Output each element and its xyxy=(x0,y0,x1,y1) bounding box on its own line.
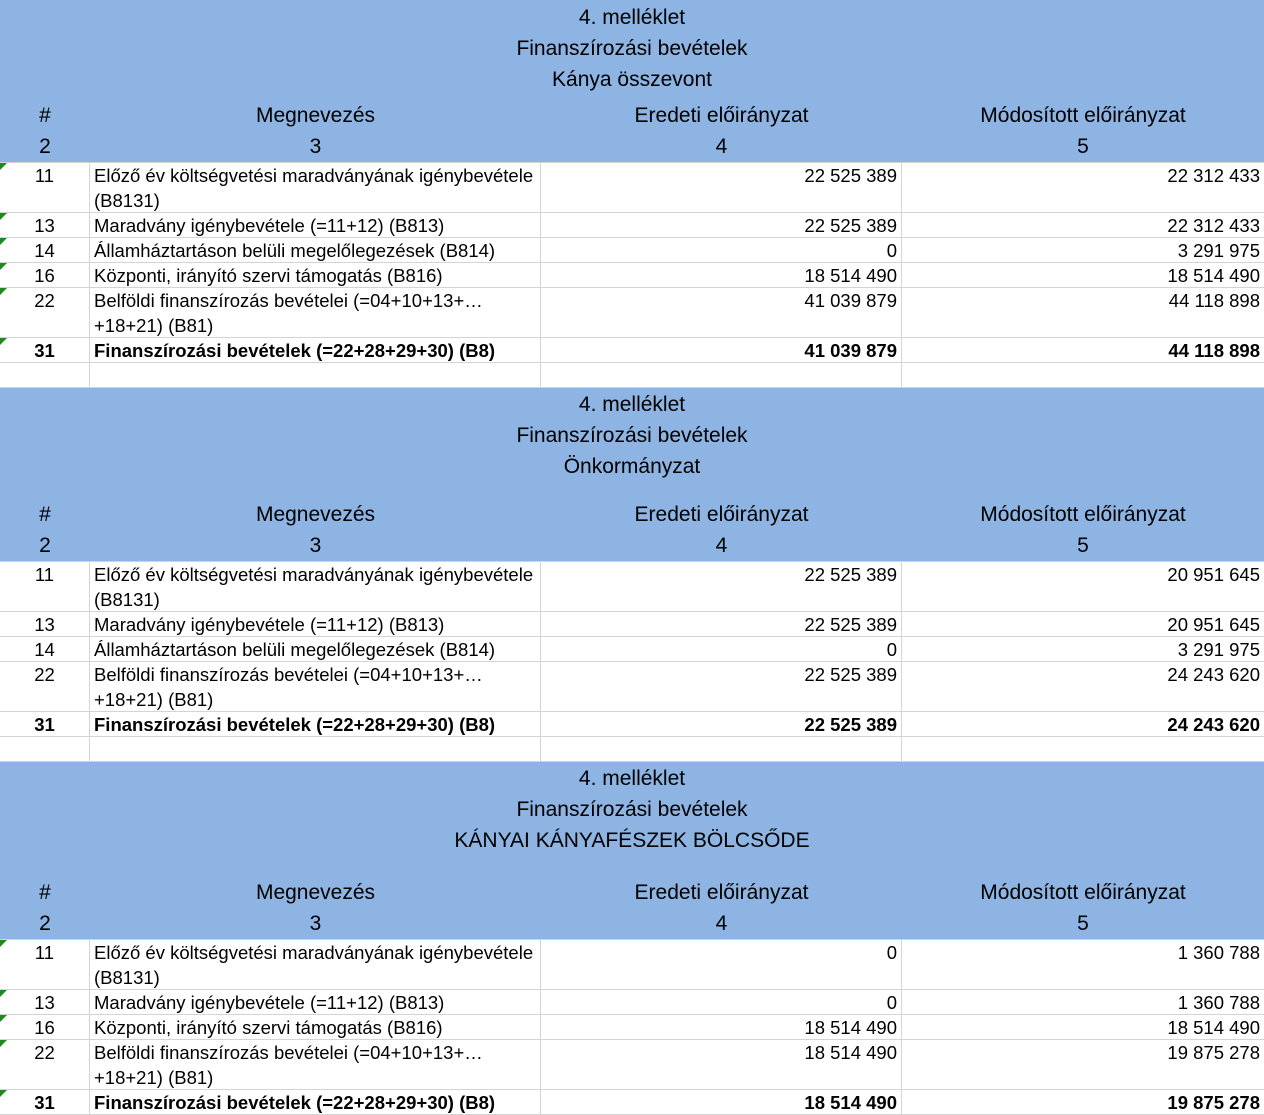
table-row[interactable] xyxy=(0,263,1264,288)
table-row[interactable] xyxy=(0,288,1264,338)
col-original: Eredeti előirányzat xyxy=(634,503,809,526)
row-number: 13 xyxy=(0,990,90,1014)
row-name: Központi, irányító szervi támogatás (B816) xyxy=(90,263,541,287)
col-modified: Módosított előirányzat xyxy=(980,881,1186,904)
row-number: 22 xyxy=(0,288,90,337)
col-num: 4 xyxy=(715,534,728,557)
entity-title: Önkormányzat xyxy=(563,455,701,478)
col-num: 4 xyxy=(715,135,728,158)
table-row[interactable] xyxy=(0,1015,1264,1040)
empty-row xyxy=(0,737,1264,762)
empty-row xyxy=(0,363,1264,388)
column-numbers xyxy=(0,908,1264,939)
col-num: 4 xyxy=(715,912,728,935)
table-row[interactable] xyxy=(0,612,1264,637)
row-name: Előző év költségvetési maradványának igénybevétele (B8131) xyxy=(90,163,541,212)
table-row[interactable] xyxy=(0,1090,1264,1115)
row-modified: 19 875 278 xyxy=(1167,1092,1260,1113)
col-num: 2 xyxy=(39,912,51,935)
row-original: 22 525 389 xyxy=(541,712,902,736)
row-modified: 22 312 433 xyxy=(1167,165,1260,186)
section-header xyxy=(0,762,1264,940)
row-original: 0 xyxy=(541,238,902,262)
error-indicator-icon xyxy=(0,238,7,245)
col-modified: Módosított előirányzat xyxy=(980,104,1186,127)
row-modified: 1 360 788 xyxy=(1177,942,1260,963)
col-num: 3 xyxy=(309,912,322,935)
error-indicator-icon xyxy=(0,288,7,295)
col-num: 5 xyxy=(1077,534,1089,557)
row-original: 22 525 389 xyxy=(541,163,902,212)
table-row[interactable] xyxy=(0,990,1264,1015)
row-name: Államháztartáson belüli megelőlegezések (B814) xyxy=(90,238,541,262)
error-indicator-icon xyxy=(0,213,7,220)
row-original: 0 xyxy=(541,990,902,1014)
error-indicator-icon xyxy=(0,1040,7,1047)
table-row[interactable] xyxy=(0,940,1264,990)
row-modified: 1 360 788 xyxy=(1177,992,1260,1013)
row-name: Maradvány igénybevétele (=11+12) (B813) xyxy=(90,990,541,1014)
row-original: 18 514 490 xyxy=(541,1090,902,1114)
row-modified: 44 118 898 xyxy=(1168,290,1260,311)
row-number: 11 xyxy=(0,940,90,989)
col-num: 2 xyxy=(39,135,51,158)
row-name: Finanszírozási bevételek (=22+28+29+30) (B8) xyxy=(90,338,541,362)
table-title: Finanszírozási bevételek xyxy=(516,424,748,447)
row-number: 16 xyxy=(0,1015,90,1039)
col-modified: Módosított előirányzat xyxy=(980,503,1186,526)
table-row[interactable] xyxy=(0,662,1264,712)
col-num: 3 xyxy=(309,135,322,158)
col-num: 3 xyxy=(309,534,322,557)
annex-title: 4. melléklet xyxy=(578,6,686,29)
error-indicator-icon xyxy=(0,338,7,345)
row-modified: 3 291 975 xyxy=(1177,240,1260,261)
section-header xyxy=(0,388,1264,562)
error-indicator-icon xyxy=(0,940,7,947)
row-number: 13 xyxy=(0,213,90,237)
row-number: 22 xyxy=(0,1040,90,1089)
error-indicator-icon xyxy=(0,1090,7,1097)
row-number: 11 xyxy=(0,562,90,611)
row-modified: 20 951 645 xyxy=(1167,614,1260,635)
row-name: Maradvány igénybevétele (=11+12) (B813) xyxy=(90,213,541,237)
row-original: 0 xyxy=(541,637,902,661)
row-original: 22 525 389 xyxy=(541,213,902,237)
row-modified: 18 514 490 xyxy=(1167,265,1260,286)
table-row[interactable] xyxy=(0,637,1264,662)
row-original: 22 525 389 xyxy=(541,612,902,636)
row-modified: 20 951 645 xyxy=(1167,564,1260,585)
row-name: Előző év költségvetési maradványának igénybevétele (B8131) xyxy=(90,562,541,611)
row-original: 41 039 879 xyxy=(541,288,902,337)
row-modified: 18 514 490 xyxy=(1167,1017,1260,1038)
row-name: Belföldi finanszírozás bevételei (=04+10+13+…+18+21) (B81) xyxy=(90,1040,541,1089)
row-number: 31 xyxy=(0,712,90,736)
row-modified: 22 312 433 xyxy=(1167,215,1260,236)
column-numbers xyxy=(0,131,1264,162)
section xyxy=(0,388,1264,762)
table-title: Finanszírozási bevételek xyxy=(516,798,748,821)
row-number: 11 xyxy=(0,163,90,212)
row-number: 16 xyxy=(0,263,90,287)
row-original: 18 514 490 xyxy=(541,1040,902,1089)
section xyxy=(0,762,1264,1115)
row-name: Államháztartáson belüli megelőlegezések (B814) xyxy=(90,637,541,661)
table-row[interactable] xyxy=(0,213,1264,238)
row-number: 22 xyxy=(0,662,90,711)
table-row[interactable] xyxy=(0,1040,1264,1090)
column-headers xyxy=(0,499,1264,530)
column-headers xyxy=(0,877,1264,908)
table-row[interactable] xyxy=(0,163,1264,213)
row-number: 31 xyxy=(0,1090,90,1114)
col-hash: # xyxy=(39,503,51,526)
col-hash: # xyxy=(39,104,51,127)
col-name: Megnevezés xyxy=(255,104,376,127)
row-number: 14 xyxy=(0,238,90,262)
row-name: Központi, irányító szervi támogatás (B816) xyxy=(90,1015,541,1039)
row-modified: 44 118 898 xyxy=(1168,340,1260,361)
row-modified: 24 243 620 xyxy=(1167,664,1260,685)
column-headers xyxy=(0,100,1264,131)
error-indicator-icon xyxy=(0,1015,7,1022)
row-original: 18 514 490 xyxy=(541,263,902,287)
annex-title: 4. melléklet xyxy=(578,393,686,416)
row-original: 22 525 389 xyxy=(541,662,902,711)
error-indicator-icon xyxy=(0,263,7,270)
row-name: Belföldi finanszírozás bevételei (=04+10+13+…+18+21) (B81) xyxy=(90,662,541,711)
row-original: 0 xyxy=(541,940,902,989)
row-original: 18 514 490 xyxy=(541,1015,902,1039)
entity-title: KÁNYAI KÁNYAFÉSZEK BÖLCSŐDE xyxy=(454,829,810,852)
error-indicator-icon xyxy=(0,163,7,170)
col-name: Megnevezés xyxy=(255,881,376,904)
col-original: Eredeti előirányzat xyxy=(634,104,809,127)
col-name: Megnevezés xyxy=(255,503,376,526)
row-name: Belföldi finanszírozás bevételei (=04+10+13+…+18+21) (B81) xyxy=(90,288,541,337)
col-num: 5 xyxy=(1077,135,1089,158)
row-number: 14 xyxy=(0,637,90,661)
table-row[interactable] xyxy=(0,338,1264,363)
col-hash: # xyxy=(39,881,51,904)
section xyxy=(0,0,1264,388)
col-original: Eredeti előirányzat xyxy=(634,881,809,904)
row-modified: 24 243 620 xyxy=(1167,714,1260,735)
section-header xyxy=(0,0,1264,163)
entity-title: Kánya összevont xyxy=(552,68,712,91)
row-name: Finanszírozási bevételek (=22+28+29+30) (B8) xyxy=(90,712,541,736)
col-num: 2 xyxy=(39,534,51,557)
table-row[interactable] xyxy=(0,712,1264,737)
col-num: 5 xyxy=(1077,912,1089,935)
table-row[interactable] xyxy=(0,562,1264,612)
annex-title: 4. melléklet xyxy=(578,767,686,790)
row-original: 22 525 389 xyxy=(541,562,902,611)
row-number: 13 xyxy=(0,612,90,636)
row-modified: 19 875 278 xyxy=(1167,1042,1260,1063)
error-indicator-icon xyxy=(0,990,7,997)
row-number: 31 xyxy=(0,338,90,362)
row-name: Előző év költségvetési maradványának igénybevétele (B8131) xyxy=(90,940,541,989)
row-original: 41 039 879 xyxy=(541,338,902,362)
table-title: Finanszírozási bevételek xyxy=(516,37,748,60)
column-numbers xyxy=(0,530,1264,561)
row-name: Maradvány igénybevétele (=11+12) (B813) xyxy=(90,612,541,636)
row-modified: 3 291 975 xyxy=(1177,639,1260,660)
row-name: Finanszírozási bevételek (=22+28+29+30) (B8) xyxy=(90,1090,541,1114)
table-row[interactable] xyxy=(0,238,1264,263)
